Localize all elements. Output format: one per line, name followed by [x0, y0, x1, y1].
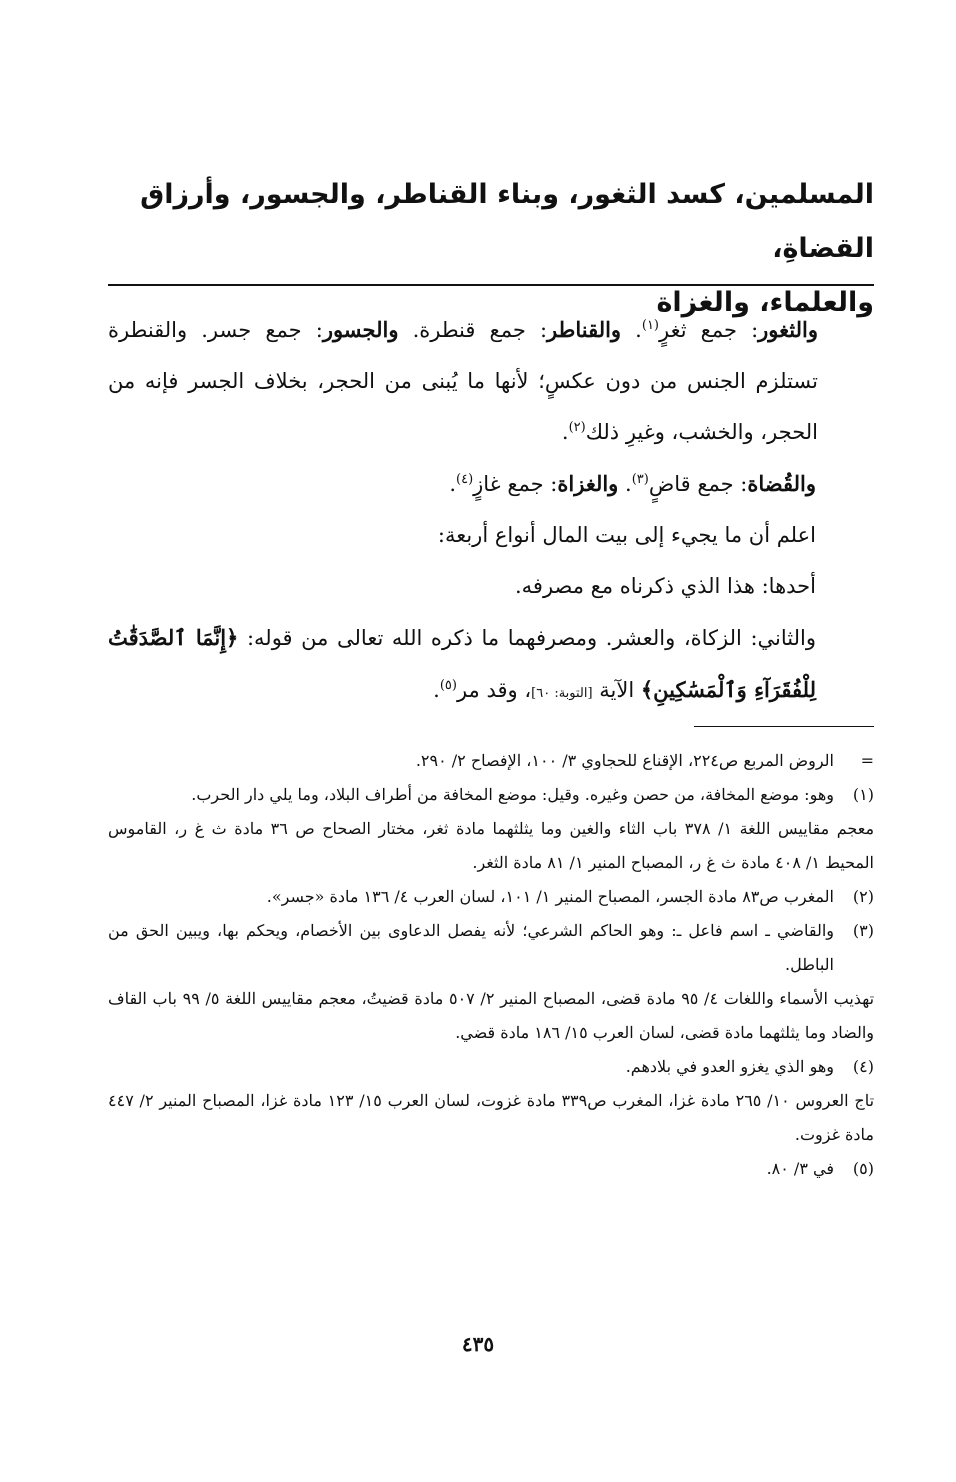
footnote-number: (٢) — [852, 887, 874, 906]
footnote-divider — [694, 726, 874, 727]
footnote-ref-4[interactable]: (٤) — [456, 472, 474, 487]
footnote-ref-3[interactable]: (٣) — [631, 472, 649, 487]
text-run: والثاني: الزكاة، والعشر. ومصرفهما ما ذكره الله تعالى من قوله: — [246, 626, 816, 650]
text-run: : جمع غازٍ — [473, 472, 558, 496]
footnote-5 — [108, 1152, 874, 1186]
text-run: : جمع جسر. والقنطرة تستلزم الجنس من دون عكسٍ؛ لأنها ما يُبنى من الحجر، بخلاف الجسر فإنه من الحجر، والخشب، وغيرِ ذلك — [108, 318, 818, 444]
footnote-number: (١) — [852, 785, 874, 804]
footnote-1-sources: معجم مقاييس اللغة ١/ ٣٧٨ باب الثاء والغين وما يثلثهما مادة ثغر، مختار الصحاح ص ٣٦ مادة ث غ ر، القاموس المحيط ١/ ٤٠٨ مادة ث غ ر، المصباح المنير ١/ ٨١ مادة الثغر. — [108, 819, 875, 872]
paragraph-four-types: اعلم أن ما يجيء إلى بيت المال أنواع أربعة: — [437, 523, 816, 547]
footnote-continuation — [108, 744, 874, 778]
heading-line-2: والعلماء، والغزاة — [656, 287, 874, 318]
paragraph-definitions-2 — [108, 458, 874, 510]
term-qudat: والقُضاة — [747, 471, 816, 496]
paragraph-first-type: أحدها: هذا الذي ذكرناه مع مصرفه. — [514, 574, 816, 598]
footnotes — [108, 744, 874, 1186]
footnote-4 — [108, 1050, 874, 1084]
verse-reference: [التوبة: ٦٠] — [531, 686, 593, 701]
footnote-ref-5[interactable]: (٥) — [439, 678, 457, 693]
footnote-text: والقاضي ـ اسم فاعل ـ: وهو الحاكم الشرعي؛ لأنه يفصل الدعاوى بين الأخصام، ويحكم بها، ويبين الحق من الباطل. — [108, 921, 834, 974]
footnote-number: (٣) — [852, 921, 874, 940]
text-run: الآية — [592, 678, 641, 702]
heading-line-1: المسلمين، كسد الثغور، وبناء القناطر، والجسور، وأرزاق القضاةِ، — [140, 179, 874, 264]
footnote-text: وهو الذي يغزو العدو في بلادهم. — [625, 1057, 834, 1076]
page-number: ٤٣٥ — [461, 1332, 495, 1356]
footnote-3-sources: تهذيب الأسماء واللغات ٤/ ٩٥ مادة قضى، المصباح المنير ٢/ ٥٠٧ مادة قضيتُ، معجم مقاييس اللغة ٥/ ٩٩ باب القاف والضاد وما يثلثهما مادة قضى، لسان العرب ١٥/ ١٨٦ مادة قضي. — [108, 989, 875, 1042]
term-qanatir: والقناطر — [547, 317, 622, 342]
footnote-3 — [108, 914, 874, 982]
paragraph-definitions-1 — [108, 304, 874, 458]
footnote-text: المغرب ص٨٣ مادة الجسر، المصباح المنير ١/ ١٠١، لسان العرب ٤/ ١٣٦ مادة «جسر». — [266, 887, 834, 906]
paragraph-second-type — [108, 612, 874, 719]
term-jusur: والجسور — [322, 317, 399, 342]
text-run: . — [618, 472, 632, 496]
footnote-2 — [108, 880, 874, 914]
footnote-ref-1[interactable]: (١) — [641, 318, 659, 333]
footnote-text: الروض المربع ص٢٢٤، الإقناع للحجاوي ٣/ ١٠٠، الإفصاح ٢/ ٢٩٠. — [415, 751, 834, 770]
footnote-1 — [108, 778, 874, 812]
footnote-number: (٥) — [852, 1159, 874, 1178]
footnote-number: (٤) — [852, 1057, 874, 1076]
main-text — [108, 304, 874, 719]
heading-divider — [108, 284, 874, 286]
text-run: ، وقد مر — [456, 678, 532, 702]
footnote-number: = — [860, 751, 874, 770]
text-run: : جمع ثغرٍ — [659, 318, 759, 342]
footnote-text: وهو: موضع المخافة، من حصن وغيره. وقيل: موضع المخافة من أطراف البلاد، وما يلي دار الحرب. — [191, 785, 834, 804]
quran-verse: ﴿إِنَّمَا ٱلصَّدَقَٰتُ لِلْفُقَرَآءِ وَٱلْمَسَٰكِينِ﴾ — [108, 625, 816, 702]
term-ghuzat: والغزاة — [557, 471, 619, 496]
text-run: . — [449, 472, 456, 496]
text-run: . — [621, 318, 642, 342]
footnote-text: في ٣/ ٨٠. — [766, 1159, 834, 1178]
text-run: : جمع قنطرة. — [398, 318, 548, 342]
footnote-4-sources: تاج العروس ١٠/ ٢٦٥ مادة غزا، المغرب ص٣٣٩ مادة غزوت، لسان العرب ١٥/ ١٢٣ مادة غزا، المصباح المنير ٢/ ٤٤٧ مادة غزوت. — [108, 1091, 875, 1144]
term-thughur: والثغور — [758, 317, 818, 342]
text-run: : جمع قاضٍ — [648, 472, 748, 496]
footnote-ref-2[interactable]: (٢) — [568, 420, 586, 435]
text-run: . — [433, 678, 440, 702]
text-run: . — [561, 420, 569, 444]
